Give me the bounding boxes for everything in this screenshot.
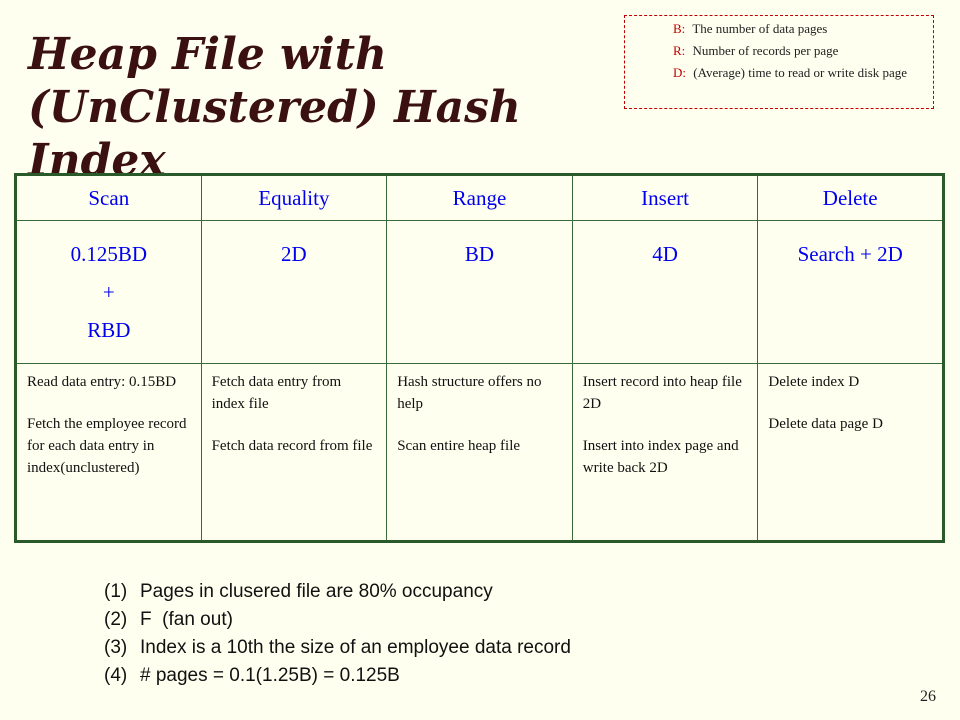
legend-item-r [673, 43, 927, 59]
cost-insert [572, 221, 758, 364]
cost-equality [201, 221, 387, 364]
slide-title [28, 28, 628, 187]
note-text: Insert into index page and write back 2D [582, 438, 739, 476]
title-line-1: Heap File with [28, 29, 388, 80]
footnote-text: # pages = 0.1(1.25B) = 0.125B [140, 665, 400, 686]
legend-text: (Average) time to read or write disk page [693, 65, 908, 80]
notes-delete [758, 364, 944, 542]
header-range: Range [387, 175, 573, 221]
footnote-text: Index is a 10th the size of an employee data record [140, 637, 571, 658]
header-equality: Equality [201, 175, 387, 221]
footnote-number: (2) [104, 609, 128, 630]
legend-key: R: [673, 43, 686, 58]
footnote-number: (4) [104, 665, 128, 686]
cost-line: 4D [652, 242, 678, 266]
cost-scan [16, 221, 202, 364]
note-text: Fetch data entry from index file [211, 374, 342, 412]
footnote-text: F (fan out) [140, 609, 233, 630]
note-text: Delete index D [768, 374, 860, 390]
notes-row [16, 364, 944, 542]
header-scan: Scan [16, 175, 202, 221]
cost-line: 2D [281, 242, 307, 266]
legend-text: The number of data pages [692, 21, 828, 36]
footnote-list [104, 578, 804, 690]
title-line-2: (UnClustered) Hash Index [28, 82, 521, 186]
cost-line: + [102, 280, 115, 304]
footnote-item [104, 662, 804, 690]
note-text: Scan entire heap file [397, 438, 521, 454]
cost-row [16, 221, 944, 364]
footnote-text: Pages in clusered file are 80% occupancy [140, 581, 493, 602]
cost-table [14, 173, 945, 543]
footnote-number: (1) [104, 581, 128, 602]
footnote-item [104, 634, 804, 662]
cost-line: 0.125BD [70, 242, 148, 266]
notes-scan [16, 364, 202, 542]
header-row [16, 175, 944, 221]
note-text: Delete data page D [768, 416, 883, 432]
footnote-item [104, 606, 804, 634]
notes-equality [201, 364, 387, 542]
legend-key: B: [673, 21, 686, 36]
notes-insert [572, 364, 758, 542]
cost-line: Search + 2D [797, 242, 903, 266]
cost-line: BD [464, 242, 495, 266]
legend-text: Number of records per page [692, 43, 839, 58]
note-text: Fetch the employee record for each data entry in index(unclustered) [27, 416, 187, 476]
note-text: Read data entry: 0.15BD [27, 374, 177, 390]
page-number: 26 [920, 688, 936, 705]
cost-line: RBD [87, 318, 131, 342]
legend-item-d [673, 65, 927, 81]
legend-key: D: [673, 65, 686, 80]
notes-range [387, 364, 573, 542]
note-text: Hash structure offers no help [397, 374, 542, 412]
note-text: Fetch data record from file [211, 438, 373, 454]
cost-delete [758, 221, 944, 364]
note-text: Insert record into heap file 2D [582, 374, 742, 412]
header-delete: Delete [758, 175, 944, 221]
legend-item-b [673, 21, 927, 37]
footnote-number: (3) [104, 637, 128, 658]
header-insert: Insert [572, 175, 758, 221]
footnote-item [104, 578, 804, 606]
legend-box [624, 15, 934, 109]
cost-range [387, 221, 573, 364]
